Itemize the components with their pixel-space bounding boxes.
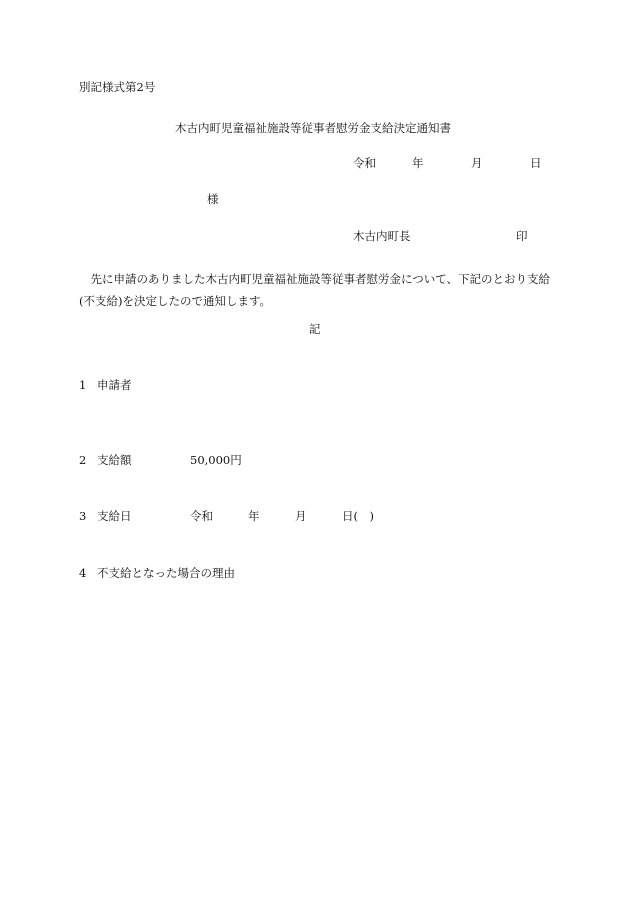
document-title: 木古内町児童福祉施設等従事者慰労金支給決定通知書 [175, 121, 451, 135]
payment-date-day: 日( ) [342, 509, 374, 523]
payment-date-era: 令和 [190, 509, 213, 523]
item-label: 支給額 [97, 453, 132, 467]
payment-date-year: 年 [248, 509, 260, 523]
item-number: 3 [79, 509, 87, 523]
date-year: 年 [412, 156, 424, 170]
payment-amount: 50,000円 [190, 453, 242, 467]
item-number: 1 [79, 378, 87, 392]
item-number: 4 [79, 566, 87, 580]
payment-date-month: 月 [295, 509, 307, 523]
ki-heading: 記 [309, 322, 321, 336]
item-number: 2 [79, 453, 87, 467]
form-number: 別記様式第2号 [79, 80, 156, 94]
date-day: 日 [530, 156, 542, 170]
item-label: 支給日 [97, 509, 132, 523]
issuer-name: 木古内町長 [353, 229, 411, 243]
date-month: 月 [471, 156, 483, 170]
addressee-suffix: 様 [207, 192, 219, 206]
item-label: 申請者 [97, 378, 132, 392]
date-era: 令和 [353, 156, 376, 170]
issuer-seal: 印 [516, 229, 528, 243]
item-label: 不支給となった場合の理由 [97, 566, 235, 580]
body-text: 先に申請のありました木古内町児童福祉施設等従事者慰労金について、下記のとおり支給(不支給)を決定したので通知します。 [79, 272, 551, 308]
